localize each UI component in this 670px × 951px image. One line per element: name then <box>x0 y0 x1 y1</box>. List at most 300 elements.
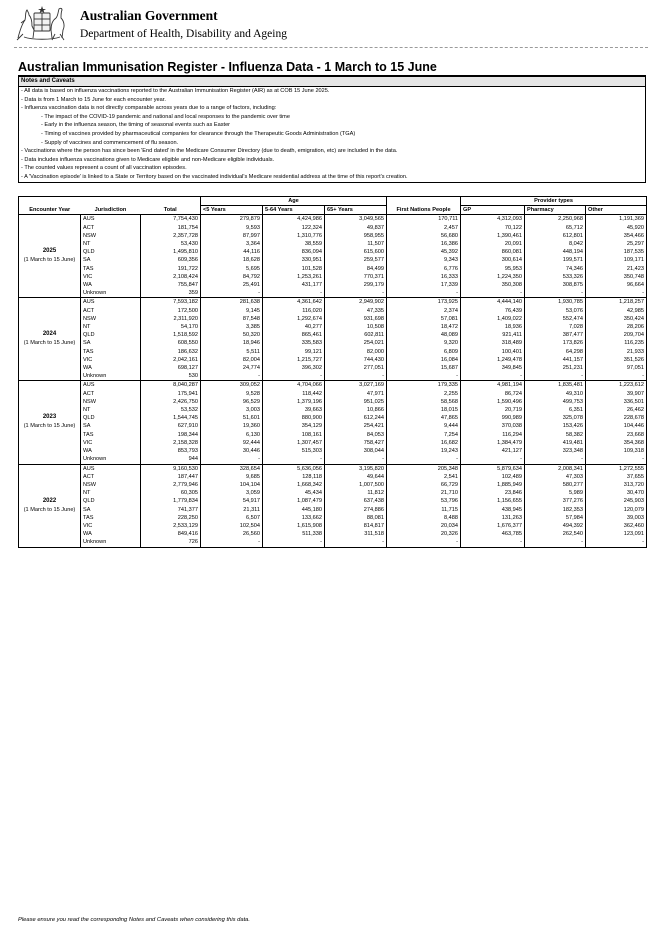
encounter-year: 2022 <box>42 497 57 504</box>
value-cell: 853,793 <box>141 447 201 455</box>
value-cell: 57,081 <box>387 315 461 323</box>
age-group-header: Age <box>201 197 387 206</box>
value-cell: 362,460 <box>586 522 647 530</box>
value-cell: 1,224,350 <box>461 273 525 281</box>
value-cell: 309,052 <box>201 381 263 390</box>
value-cell: 245,903 <box>586 497 647 505</box>
value-cell: 11,507 <box>325 240 387 248</box>
value-cell: 2,357,728 <box>141 232 201 240</box>
value-cell: 431,177 <box>263 281 325 289</box>
note-line: - All data is based on influenza vaccinations reported to the Australian Immunisation Register (AIR) as at COB 15 June 2025. <box>21 88 330 94</box>
value-cell: 57,984 <box>525 514 586 522</box>
value-cell: 53,796 <box>387 497 461 505</box>
value-cell: 116,294 <box>461 431 525 439</box>
value-cell: 370,038 <box>461 422 525 430</box>
jurisdiction-cell: NSW <box>81 481 141 489</box>
value-cell: 9,145 <box>201 307 263 315</box>
value-cell: - <box>201 372 263 381</box>
value-cell: 814,817 <box>325 522 387 530</box>
encounter-year-cell <box>19 298 81 381</box>
jurisdiction-cell: SA <box>81 506 141 514</box>
value-cell: 421,127 <box>461 447 525 455</box>
value-cell: 42,985 <box>586 307 647 315</box>
value-cell: 3,195,820 <box>325 464 387 473</box>
value-cell: 990,989 <box>461 414 525 422</box>
value-cell: 16,084 <box>387 356 461 364</box>
jurisdiction-cell: QLD <box>81 248 141 256</box>
value-cell: - <box>461 372 525 381</box>
value-cell: 11,715 <box>387 506 461 514</box>
value-cell: 2,541 <box>387 473 461 481</box>
value-cell: 45,434 <box>263 489 325 497</box>
col-jurisdiction: Jurisdiction <box>81 206 141 215</box>
value-cell: 21,423 <box>586 265 647 273</box>
value-cell: 1,390,461 <box>461 232 525 240</box>
value-cell: - <box>461 538 525 547</box>
value-cell: 396,302 <box>263 364 325 372</box>
value-cell: 448,194 <box>525 248 586 256</box>
value-cell: 1,544,745 <box>141 414 201 422</box>
value-cell: 1,218,257 <box>586 298 647 307</box>
note-line: - Timing of vaccines provided by pharmaceutical companies for clearance through the Therapeutic Goods Administration (TGA) <box>41 130 356 137</box>
value-cell: 1,156,655 <box>461 497 525 505</box>
value-cell: 354,129 <box>263 422 325 430</box>
value-cell: 49,644 <box>325 473 387 481</box>
value-cell: 128,118 <box>263 473 325 481</box>
value-cell: 251,231 <box>525 364 586 372</box>
value-cell: 944 <box>141 455 201 464</box>
encounter-year-cell <box>19 464 81 547</box>
value-cell: 20,091 <box>461 240 525 248</box>
value-cell: 349,845 <box>461 364 525 372</box>
value-cell: 133,662 <box>263 514 325 522</box>
value-cell: - <box>387 289 461 298</box>
header-divider <box>14 47 648 48</box>
encounter-period: (1 March to 15 June) <box>23 506 76 513</box>
encounter-period: (1 March to 15 June) <box>23 257 76 264</box>
value-cell: 86,724 <box>461 390 525 398</box>
value-cell: 84,499 <box>325 265 387 273</box>
jurisdiction-cell: QLD <box>81 331 141 339</box>
value-cell: 336,501 <box>586 398 647 406</box>
value-cell: 755,847 <box>141 281 201 289</box>
value-cell: 351,526 <box>586 356 647 364</box>
note-line: - The impact of the COVID-19 pandemic and national and local responses to the pandemic over time <box>41 113 290 120</box>
col-first-nations: First Nations People <box>387 206 461 215</box>
table-row <box>19 406 647 414</box>
value-cell: 951,025 <box>325 398 387 406</box>
value-cell: 1,930,785 <box>525 298 586 307</box>
value-cell: 19,243 <box>387 447 461 455</box>
note-line: - A 'Vaccination episode' is linked to a State or Territory based on the vaccinated individual's Medicare residential address at the time of this report's creation. <box>21 173 408 180</box>
value-cell: - <box>387 538 461 547</box>
value-cell: 921,411 <box>461 331 525 339</box>
value-cell: 47,303 <box>525 473 586 481</box>
table-row <box>19 431 647 439</box>
value-cell: 580,277 <box>525 481 586 489</box>
note-line: - Data is from 1 March to 15 June for each encounter year. <box>21 96 166 103</box>
value-cell: 419,481 <box>525 439 586 447</box>
value-cell: 74,346 <box>525 265 586 273</box>
value-cell: 173,826 <box>525 339 586 347</box>
value-cell: 865,461 <box>263 331 325 339</box>
jurisdiction-cell: TAS <box>81 348 141 356</box>
jurisdiction-cell: Unknown <box>81 372 141 381</box>
jurisdiction-cell: Unknown <box>81 455 141 464</box>
value-cell: 1,379,196 <box>263 398 325 406</box>
value-cell: 23,668 <box>586 431 647 439</box>
value-cell: 3,385 <box>201 323 263 331</box>
value-cell: 19,360 <box>201 422 263 430</box>
value-cell: 92,444 <box>201 439 263 447</box>
note-line: - Data includes influenza vaccinations given to Medicare eligible and non-Medicare eligible individuals. <box>21 156 275 163</box>
value-cell: 16,682 <box>387 439 461 447</box>
value-cell: 2,457 <box>387 224 461 232</box>
jurisdiction-cell: AUS <box>81 381 141 390</box>
value-cell: 277,051 <box>325 364 387 372</box>
value-cell: 186,632 <box>141 348 201 356</box>
value-cell: 2,311,920 <box>141 315 201 323</box>
value-cell: - <box>525 538 586 547</box>
table-row <box>19 356 647 364</box>
value-cell: 37,655 <box>586 473 647 481</box>
value-cell: 28,206 <box>586 323 647 331</box>
value-cell: 38,559 <box>263 240 325 248</box>
value-cell: 5,695 <box>201 265 263 273</box>
note-line: - Early in the influenza season, the timing of seasonal events such as Easter <box>41 122 231 129</box>
value-cell: 602,811 <box>325 331 387 339</box>
value-cell: - <box>201 538 263 547</box>
value-cell: 445,180 <box>263 506 325 514</box>
jurisdiction-cell: AUS <box>81 215 141 224</box>
value-cell: 25,297 <box>586 240 647 248</box>
value-cell: 2,779,946 <box>141 481 201 489</box>
value-cell: 10,866 <box>325 406 387 414</box>
jurisdiction-cell: NT <box>81 489 141 497</box>
table-row <box>19 538 647 547</box>
value-cell: 354,368 <box>586 439 647 447</box>
department-name: Department of Health, Disability and Ageing <box>80 28 287 40</box>
value-cell: - <box>586 538 647 547</box>
table-row <box>19 215 647 224</box>
col-gp: GP <box>461 206 525 215</box>
table-row <box>19 506 647 514</box>
note-line: - The counted values represent a count of all vaccination episodes. <box>21 165 187 172</box>
value-cell: 1,835,481 <box>525 381 586 390</box>
value-cell: 2,158,328 <box>141 439 201 447</box>
note-line: - Influenza vaccination data is not directly comparable across years due to a range of factors, including: <box>21 105 277 112</box>
jurisdiction-cell: VIC <box>81 273 141 281</box>
jurisdiction-cell: NT <box>81 406 141 414</box>
jurisdiction-cell: QLD <box>81 414 141 422</box>
jurisdiction-cell: SA <box>81 339 141 347</box>
value-cell: 58,568 <box>387 398 461 406</box>
value-cell: 9,593 <box>201 224 263 232</box>
value-cell: 228,250 <box>141 514 201 522</box>
value-cell: - <box>325 455 387 464</box>
footer-note: Please ensure you read the corresponding Notes and Caveats when considering this data. <box>18 917 251 923</box>
value-cell: 849,416 <box>141 530 201 538</box>
value-cell: 47,335 <box>325 307 387 315</box>
col-total: Total <box>141 206 201 215</box>
value-cell: 88,081 <box>325 514 387 522</box>
value-cell: 328,654 <box>201 464 263 473</box>
value-cell: 2,533,129 <box>141 522 201 530</box>
value-cell: 170,711 <box>387 215 461 224</box>
jurisdiction-cell: Unknown <box>81 538 141 547</box>
value-cell: 4,312,093 <box>461 215 525 224</box>
value-cell: 20,034 <box>387 522 461 530</box>
table-row <box>19 298 647 307</box>
value-cell: 53,532 <box>141 406 201 414</box>
table-row <box>19 473 647 481</box>
value-cell: 199,571 <box>525 256 586 264</box>
value-cell: 96,529 <box>201 398 263 406</box>
table-row <box>19 455 647 464</box>
value-cell: 82,000 <box>325 348 387 356</box>
table-row <box>19 364 647 372</box>
value-cell: - <box>263 289 325 298</box>
value-cell: 49,310 <box>525 390 586 398</box>
table-row <box>19 339 647 347</box>
table-row <box>19 224 647 232</box>
value-cell: 1,676,377 <box>461 522 525 530</box>
value-cell: - <box>201 455 263 464</box>
value-cell: 191,722 <box>141 265 201 273</box>
value-cell: 181,754 <box>141 224 201 232</box>
value-cell: 179,335 <box>387 381 461 390</box>
notes-and-caveats <box>18 77 646 183</box>
value-cell: 4,424,986 <box>263 215 325 224</box>
value-cell: 53,430 <box>141 240 201 248</box>
jurisdiction-cell: ACT <box>81 473 141 481</box>
government-header <box>14 4 654 44</box>
jurisdiction-cell: WA <box>81 530 141 538</box>
value-cell: 16,386 <box>387 240 461 248</box>
value-cell: 254,421 <box>325 422 387 430</box>
value-cell: 209,704 <box>586 331 647 339</box>
value-cell: 552,474 <box>525 315 586 323</box>
table-row <box>19 348 647 356</box>
table-row <box>19 256 647 264</box>
value-cell: 26,462 <box>586 406 647 414</box>
page-title: Australian Immunisation Register - Influenza Data - 1 March to 15 June <box>18 60 437 74</box>
value-cell: - <box>586 289 647 298</box>
value-cell: 1,885,949 <box>461 481 525 489</box>
encounter-year-cell <box>19 215 81 298</box>
value-cell: 377,276 <box>525 497 586 505</box>
value-cell: 1,223,612 <box>586 381 647 390</box>
value-cell: 198,344 <box>141 431 201 439</box>
value-cell: - <box>586 455 647 464</box>
value-cell: 104,446 <box>586 422 647 430</box>
value-cell: 609,356 <box>141 256 201 264</box>
value-cell: 350,748 <box>586 273 647 281</box>
value-cell: 259,577 <box>325 256 387 264</box>
influenza-data-table <box>18 196 647 548</box>
value-cell: 1,384,479 <box>461 439 525 447</box>
value-cell: 53,076 <box>525 307 586 315</box>
jurisdiction-cell: ACT <box>81 390 141 398</box>
table-row <box>19 422 647 430</box>
value-cell: 21,311 <box>201 506 263 514</box>
jurisdiction-cell: ACT <box>81 307 141 315</box>
value-cell: - <box>387 455 461 464</box>
value-cell: 9,160,530 <box>141 464 201 473</box>
value-cell: 4,361,642 <box>263 298 325 307</box>
value-cell: 1,253,261 <box>263 273 325 281</box>
value-cell: 6,809 <box>387 348 461 356</box>
jurisdiction-cell: NSW <box>81 398 141 406</box>
value-cell: 350,308 <box>461 281 525 289</box>
value-cell: 860,081 <box>461 248 525 256</box>
value-cell: 279,879 <box>201 215 263 224</box>
value-cell: 1,668,342 <box>263 481 325 489</box>
value-cell: 40,277 <box>263 323 325 331</box>
value-cell: 100,401 <box>461 348 525 356</box>
col-age-65-plus: 65+ Years <box>325 206 387 215</box>
notes-heading: Notes and Caveats <box>19 77 645 87</box>
value-cell: 95,953 <box>461 265 525 273</box>
value-cell: 274,886 <box>325 506 387 514</box>
value-cell: 108,161 <box>263 431 325 439</box>
table-row <box>19 481 647 489</box>
value-cell: 325,078 <box>525 414 586 422</box>
value-cell: 3,049,565 <box>325 215 387 224</box>
encounter-year-cell <box>19 381 81 464</box>
value-cell: - <box>461 289 525 298</box>
value-cell: 2,374 <box>387 307 461 315</box>
value-cell: 84,053 <box>325 431 387 439</box>
value-cell: 3,059 <box>201 489 263 497</box>
value-cell: 39,663 <box>263 406 325 414</box>
value-cell: 5,989 <box>525 489 586 497</box>
table-row <box>19 232 647 240</box>
value-cell: 26,560 <box>201 530 263 538</box>
value-cell: 9,320 <box>387 339 461 347</box>
value-cell: 122,324 <box>263 224 325 232</box>
value-cell: 2,108,424 <box>141 273 201 281</box>
jurisdiction-cell: QLD <box>81 497 141 505</box>
value-cell: 15,687 <box>387 364 461 372</box>
value-cell: 173,925 <box>387 298 461 307</box>
value-cell: 880,900 <box>263 414 325 422</box>
value-cell: 39,907 <box>586 390 647 398</box>
value-cell: 698,127 <box>141 364 201 372</box>
value-cell: 175,941 <box>141 390 201 398</box>
value-cell: 109,318 <box>586 447 647 455</box>
jurisdiction-cell: WA <box>81 364 141 372</box>
value-cell: 56,680 <box>387 232 461 240</box>
value-cell: 66,729 <box>387 481 461 489</box>
value-cell: 20,719 <box>461 406 525 414</box>
value-cell: 1,590,496 <box>461 398 525 406</box>
value-cell: 8,040,287 <box>141 381 201 390</box>
value-cell: 76,439 <box>461 307 525 315</box>
value-cell: 1,310,776 <box>263 232 325 240</box>
value-cell: 8,488 <box>387 514 461 522</box>
value-cell: 350,424 <box>586 315 647 323</box>
value-cell: 441,157 <box>525 356 586 364</box>
value-cell: 438,945 <box>461 506 525 514</box>
value-cell: - <box>525 455 586 464</box>
note-line: - Supply of vaccines and commencement of flu season. <box>41 139 179 146</box>
value-cell: 299,179 <box>325 281 387 289</box>
value-cell: 187,535 <box>586 248 647 256</box>
value-cell: 9,343 <box>387 256 461 264</box>
value-cell: 515,303 <box>263 447 325 455</box>
jurisdiction-cell: NT <box>81 323 141 331</box>
value-cell: 54,917 <box>201 497 263 505</box>
jurisdiction-cell: VIC <box>81 439 141 447</box>
value-cell: 20,326 <box>387 530 461 538</box>
value-cell: 5,636,056 <box>263 464 325 473</box>
value-cell: 10,508 <box>325 323 387 331</box>
value-cell: 9,528 <box>201 390 263 398</box>
value-cell: - <box>263 538 325 547</box>
table-row <box>19 281 647 289</box>
value-cell: 16,333 <box>387 273 461 281</box>
value-cell: 205,348 <box>387 464 461 473</box>
value-cell: 21,710 <box>387 489 461 497</box>
table-body <box>19 215 647 547</box>
value-cell: 18,946 <box>201 339 263 347</box>
encounter-year: 2025 <box>42 248 57 255</box>
value-cell: - <box>525 372 586 381</box>
value-cell: 1,292,674 <box>263 315 325 323</box>
value-cell: 18,936 <box>461 323 525 331</box>
value-cell: 836,094 <box>263 248 325 256</box>
value-cell: 84,792 <box>201 273 263 281</box>
value-cell: 1,249,478 <box>461 356 525 364</box>
value-cell: 494,392 <box>525 522 586 530</box>
value-cell: 612,801 <box>525 232 586 240</box>
value-cell: 463,785 <box>461 530 525 538</box>
value-cell: 18,628 <box>201 256 263 264</box>
provider-group-header: Provider types <box>461 197 647 206</box>
value-cell: 6,351 <box>525 406 586 414</box>
value-cell: 23,846 <box>461 489 525 497</box>
value-cell: 311,518 <box>325 530 387 538</box>
encounter-year: 2024 <box>42 331 57 338</box>
value-cell: 48,089 <box>387 331 461 339</box>
value-cell: 65,712 <box>525 224 586 232</box>
value-cell: 359 <box>141 289 201 298</box>
notes-list <box>19 87 645 182</box>
table-row <box>19 307 647 315</box>
value-cell: - <box>387 372 461 381</box>
value-cell: 109,171 <box>586 256 647 264</box>
table-row <box>19 248 647 256</box>
value-cell: 45,392 <box>387 248 461 256</box>
value-cell: 499,753 <box>525 398 586 406</box>
value-cell: 18,015 <box>387 406 461 414</box>
value-cell: 3,027,169 <box>325 381 387 390</box>
value-cell: 308,044 <box>325 447 387 455</box>
value-cell: 24,774 <box>201 364 263 372</box>
value-cell: 2,042,161 <box>141 356 201 364</box>
value-cell: 82,004 <box>201 356 263 364</box>
value-cell: 30,446 <box>201 447 263 455</box>
value-cell: 335,583 <box>263 339 325 347</box>
table-row <box>19 240 647 248</box>
value-cell: 50,320 <box>201 331 263 339</box>
value-cell: 262,540 <box>525 530 586 538</box>
table-row <box>19 315 647 323</box>
value-cell: 228,678 <box>586 414 647 422</box>
value-cell: 1,191,369 <box>586 215 647 224</box>
table-row <box>19 522 647 530</box>
